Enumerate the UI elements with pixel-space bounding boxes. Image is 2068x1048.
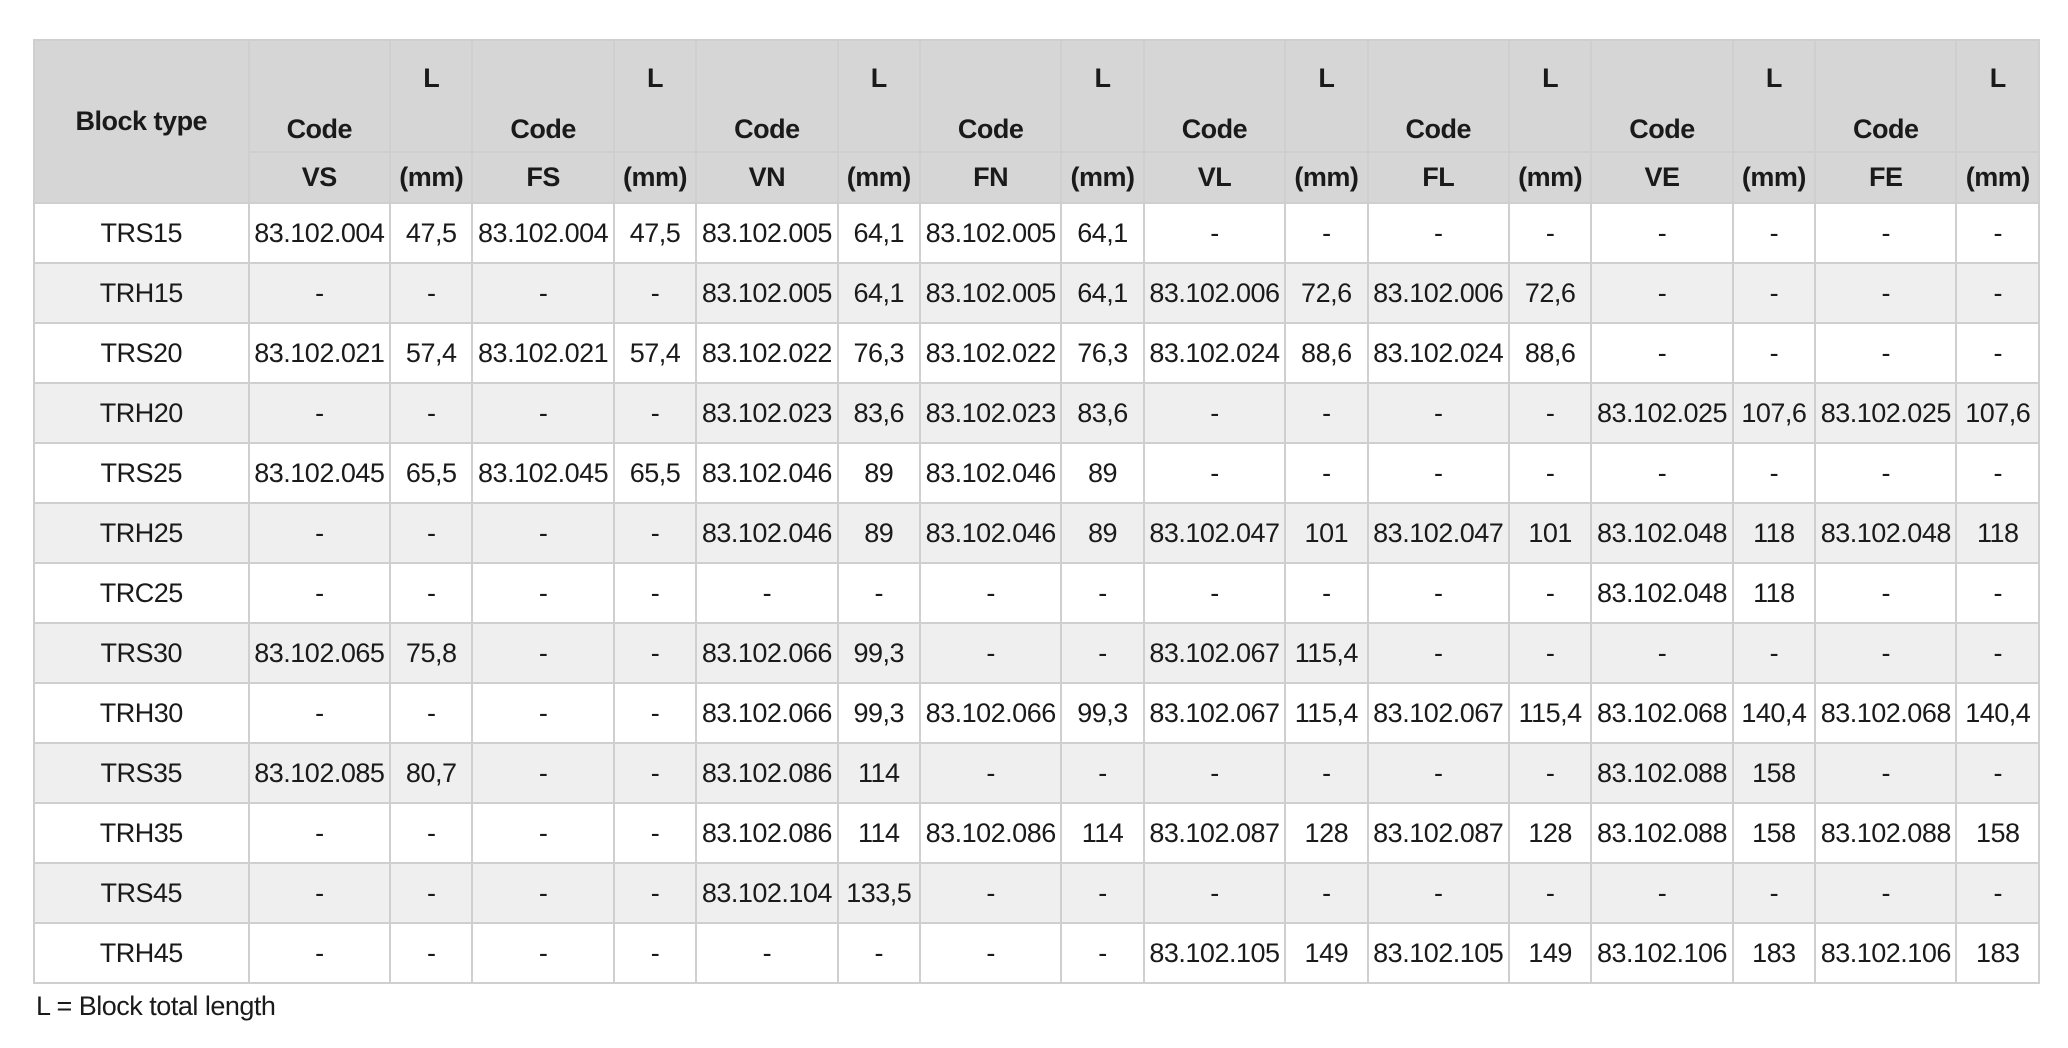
length-cell: - xyxy=(1509,383,1591,443)
code-header-vs: Code xyxy=(249,40,390,152)
code-header-vl: Code xyxy=(1144,40,1285,152)
code-cell: 83.102.048 xyxy=(1591,503,1732,563)
code-cell: - xyxy=(472,383,613,443)
length-header-fl: L xyxy=(1509,40,1591,152)
length-cell: 101 xyxy=(1509,503,1591,563)
code-cell: 83.102.067 xyxy=(1368,683,1509,743)
length-unit-header-fn: (mm) xyxy=(1061,152,1143,203)
code-cell: - xyxy=(1144,383,1285,443)
length-unit-header-fs: (mm) xyxy=(614,152,696,203)
code-cell: 83.102.004 xyxy=(249,203,390,263)
code-cell: 83.102.048 xyxy=(1591,563,1732,623)
length-cell: 88,6 xyxy=(1285,323,1367,383)
code-cell: - xyxy=(920,923,1061,983)
code-cell: - xyxy=(1815,863,1956,923)
length-cell: - xyxy=(1733,263,1815,323)
length-cell: - xyxy=(1733,323,1815,383)
code-cell: 83.102.066 xyxy=(920,683,1061,743)
code-cell: 83.102.006 xyxy=(1368,263,1509,323)
length-cell: 57,4 xyxy=(614,323,696,383)
code-cell: 83.102.025 xyxy=(1815,383,1956,443)
length-cell: 114 xyxy=(1061,803,1143,863)
code-cell: - xyxy=(249,503,390,563)
table-header xyxy=(34,40,2039,203)
code-cell: - xyxy=(1591,263,1732,323)
length-cell: - xyxy=(614,503,696,563)
code-cell: 83.102.024 xyxy=(1144,323,1285,383)
length-cell: - xyxy=(1956,443,2039,503)
length-cell: - xyxy=(1509,443,1591,503)
table-row xyxy=(34,443,2039,503)
code-cell: 83.102.021 xyxy=(249,323,390,383)
code-cell: 83.102.045 xyxy=(249,443,390,503)
block-type-cell: TRS35 xyxy=(34,743,249,803)
code-cell: - xyxy=(1144,203,1285,263)
length-cell: 118 xyxy=(1956,503,2039,563)
length-cell: - xyxy=(1956,623,2039,683)
code-cell: 83.102.024 xyxy=(1368,323,1509,383)
length-cell: - xyxy=(1509,623,1591,683)
length-cell: 64,1 xyxy=(838,203,920,263)
code-cell: 83.102.104 xyxy=(696,863,837,923)
code-subheader-fe: FE xyxy=(1815,152,1956,203)
code-cell: - xyxy=(1815,623,1956,683)
code-cell: 83.102.005 xyxy=(696,263,837,323)
code-cell: - xyxy=(1368,203,1509,263)
length-cell: - xyxy=(1956,743,2039,803)
length-cell: - xyxy=(1733,863,1815,923)
code-cell: - xyxy=(1591,863,1732,923)
length-header-vl: L xyxy=(1285,40,1367,152)
length-cell: - xyxy=(614,923,696,983)
code-header-fl: Code xyxy=(1368,40,1509,152)
length-cell: - xyxy=(614,563,696,623)
length-cell: - xyxy=(1956,863,2039,923)
length-cell: 99,3 xyxy=(838,683,920,743)
code-subheader-fs: FS xyxy=(472,152,613,203)
code-cell: 83.102.023 xyxy=(920,383,1061,443)
length-cell: - xyxy=(1956,263,2039,323)
length-cell: - xyxy=(838,923,920,983)
code-header-ve: Code xyxy=(1591,40,1732,152)
length-cell: - xyxy=(1285,863,1367,923)
table-row xyxy=(34,383,2039,443)
length-cell: - xyxy=(1285,383,1367,443)
table-row xyxy=(34,323,2039,383)
length-cell: 149 xyxy=(1509,923,1591,983)
length-cell: 158 xyxy=(1956,803,2039,863)
block-length-table xyxy=(33,39,2040,984)
footnote: L = Block total length xyxy=(36,991,276,1021)
block-type-cell: TRS45 xyxy=(34,863,249,923)
length-unit-header-vs: (mm) xyxy=(390,152,472,203)
length-cell: 89 xyxy=(838,443,920,503)
table-row xyxy=(34,683,2039,743)
length-header-ve: L xyxy=(1733,40,1815,152)
length-cell: - xyxy=(1956,563,2039,623)
code-cell: 83.102.025 xyxy=(1591,383,1732,443)
code-subheader-vs: VS xyxy=(249,152,390,203)
length-cell: - xyxy=(390,803,472,863)
block-length-table-container xyxy=(33,39,2040,984)
length-cell: - xyxy=(1061,563,1143,623)
code-cell: - xyxy=(920,563,1061,623)
code-cell: - xyxy=(249,383,390,443)
length-cell: 75,8 xyxy=(390,623,472,683)
length-cell: 183 xyxy=(1733,923,1815,983)
length-cell: - xyxy=(1509,743,1591,803)
code-cell: - xyxy=(1144,863,1285,923)
length-cell: 64,1 xyxy=(1061,203,1143,263)
length-cell: - xyxy=(1733,623,1815,683)
length-cell: - xyxy=(1956,203,2039,263)
code-cell: 83.102.067 xyxy=(1144,683,1285,743)
length-cell: 115,4 xyxy=(1509,683,1591,743)
length-cell: - xyxy=(1285,203,1367,263)
length-cell: 99,3 xyxy=(1061,683,1143,743)
length-header-vn: L xyxy=(838,40,920,152)
length-cell: - xyxy=(1733,443,1815,503)
code-cell: 83.102.086 xyxy=(696,803,837,863)
code-cell: - xyxy=(1815,743,1956,803)
code-cell: - xyxy=(472,563,613,623)
length-cell: - xyxy=(1061,623,1143,683)
length-cell: - xyxy=(1285,443,1367,503)
length-cell: - xyxy=(390,563,472,623)
code-cell: - xyxy=(472,503,613,563)
table-row xyxy=(34,503,2039,563)
length-unit-header-fe: (mm) xyxy=(1956,152,2039,203)
code-cell: 83.102.006 xyxy=(1144,263,1285,323)
code-subheader-ve: VE xyxy=(1591,152,1732,203)
code-cell: - xyxy=(249,263,390,323)
code-cell: 83.102.046 xyxy=(696,443,837,503)
length-cell: - xyxy=(390,503,472,563)
code-cell: - xyxy=(920,863,1061,923)
table-row xyxy=(34,863,2039,923)
block-type-cell: TRH45 xyxy=(34,923,249,983)
block-type-cell: TRC25 xyxy=(34,563,249,623)
block-type-cell: TRH30 xyxy=(34,683,249,743)
length-cell: - xyxy=(390,383,472,443)
block-type-cell: TRH25 xyxy=(34,503,249,563)
length-cell: 128 xyxy=(1509,803,1591,863)
code-cell: 83.102.065 xyxy=(249,623,390,683)
length-cell: 107,6 xyxy=(1956,383,2039,443)
code-header-fn: Code xyxy=(920,40,1061,152)
length-cell: 115,4 xyxy=(1285,683,1367,743)
code-cell: - xyxy=(696,563,837,623)
code-cell: - xyxy=(472,923,613,983)
code-cell: 83.102.088 xyxy=(1591,803,1732,863)
code-cell: - xyxy=(472,803,613,863)
block-type-cell: TRH35 xyxy=(34,803,249,863)
length-cell: 115,4 xyxy=(1285,623,1367,683)
code-subheader-fl: FL xyxy=(1368,152,1509,203)
length-cell: 183 xyxy=(1956,923,2039,983)
table-row xyxy=(34,263,2039,323)
code-cell: - xyxy=(1815,443,1956,503)
code-cell: 83.102.088 xyxy=(1815,803,1956,863)
code-cell: 83.102.086 xyxy=(696,743,837,803)
length-cell: 72,6 xyxy=(1509,263,1591,323)
code-cell: 83.102.067 xyxy=(1144,623,1285,683)
code-cell: - xyxy=(1591,623,1732,683)
code-cell: 83.102.105 xyxy=(1144,923,1285,983)
code-cell: 83.102.004 xyxy=(472,203,613,263)
code-cell: 83.102.088 xyxy=(1591,743,1732,803)
code-cell: - xyxy=(249,803,390,863)
code-cell: 83.102.048 xyxy=(1815,503,1956,563)
length-cell: 64,1 xyxy=(838,263,920,323)
code-cell: 83.102.086 xyxy=(920,803,1061,863)
code-cell: 83.102.045 xyxy=(472,443,613,503)
code-cell: 83.102.066 xyxy=(696,683,837,743)
length-cell: 158 xyxy=(1733,743,1815,803)
code-cell: - xyxy=(249,923,390,983)
code-cell: - xyxy=(1815,563,1956,623)
length-cell: - xyxy=(1509,863,1591,923)
table-row xyxy=(34,923,2039,983)
code-cell: - xyxy=(920,623,1061,683)
length-cell: 83,6 xyxy=(838,383,920,443)
length-cell: - xyxy=(1061,743,1143,803)
code-cell: - xyxy=(472,683,613,743)
code-cell: 83.102.022 xyxy=(920,323,1061,383)
code-cell: - xyxy=(1815,203,1956,263)
code-cell: 83.102.087 xyxy=(1368,803,1509,863)
table-body xyxy=(34,203,2039,983)
length-cell: 128 xyxy=(1285,803,1367,863)
length-cell: - xyxy=(390,863,472,923)
code-header-fs: Code xyxy=(472,40,613,152)
length-cell: - xyxy=(614,683,696,743)
block-type-cell: TRS25 xyxy=(34,443,249,503)
code-cell: - xyxy=(696,923,837,983)
code-subheader-fn: FN xyxy=(920,152,1061,203)
length-cell: 114 xyxy=(838,803,920,863)
length-cell: - xyxy=(614,623,696,683)
code-cell: - xyxy=(1815,323,1956,383)
length-cell: - xyxy=(614,383,696,443)
length-cell: 158 xyxy=(1733,803,1815,863)
code-cell: 83.102.021 xyxy=(472,323,613,383)
length-cell: 80,7 xyxy=(390,743,472,803)
code-cell: - xyxy=(1144,743,1285,803)
code-cell: 83.102.106 xyxy=(1591,923,1732,983)
length-cell: 47,5 xyxy=(614,203,696,263)
length-cell: 118 xyxy=(1733,563,1815,623)
code-cell: - xyxy=(1368,563,1509,623)
length-cell: 107,6 xyxy=(1733,383,1815,443)
length-cell: 72,6 xyxy=(1285,263,1367,323)
length-cell: - xyxy=(1733,203,1815,263)
code-header-vn: Code xyxy=(696,40,837,152)
block-type-cell: TRH20 xyxy=(34,383,249,443)
block-type-cell: TRH15 xyxy=(34,263,249,323)
code-cell: 83.102.046 xyxy=(696,503,837,563)
code-cell: - xyxy=(472,743,613,803)
table-row xyxy=(34,743,2039,803)
length-cell: 88,6 xyxy=(1509,323,1591,383)
length-header-fe: L xyxy=(1956,40,2039,152)
length-unit-header-vn: (mm) xyxy=(838,152,920,203)
length-cell: - xyxy=(390,683,472,743)
code-cell: - xyxy=(472,263,613,323)
block-type-header: Block type xyxy=(34,40,249,203)
length-cell: - xyxy=(1509,203,1591,263)
code-cell: - xyxy=(1144,443,1285,503)
length-cell: 89 xyxy=(1061,503,1143,563)
code-cell: - xyxy=(1591,443,1732,503)
length-unit-header-vl: (mm) xyxy=(1285,152,1367,203)
code-cell: - xyxy=(1144,563,1285,623)
code-cell: - xyxy=(1368,383,1509,443)
length-cell: - xyxy=(1956,323,2039,383)
length-cell: - xyxy=(614,863,696,923)
length-cell: - xyxy=(614,743,696,803)
length-cell: 140,4 xyxy=(1956,683,2039,743)
code-cell: - xyxy=(1815,263,1956,323)
code-cell: 83.102.023 xyxy=(696,383,837,443)
length-cell: 99,3 xyxy=(838,623,920,683)
length-header-fs: L xyxy=(614,40,696,152)
length-cell: - xyxy=(1285,563,1367,623)
code-cell: 83.102.047 xyxy=(1144,503,1285,563)
length-cell: 65,5 xyxy=(390,443,472,503)
code-cell: - xyxy=(249,683,390,743)
length-cell: 64,1 xyxy=(1061,263,1143,323)
length-cell: - xyxy=(614,263,696,323)
code-cell: 83.102.046 xyxy=(920,503,1061,563)
code-cell: - xyxy=(1591,203,1732,263)
length-cell: - xyxy=(390,923,472,983)
length-cell: 114 xyxy=(838,743,920,803)
code-cell: - xyxy=(920,743,1061,803)
table-row xyxy=(34,563,2039,623)
code-cell: - xyxy=(472,863,613,923)
code-cell: - xyxy=(249,563,390,623)
length-header-vs: L xyxy=(390,40,472,152)
length-cell: - xyxy=(1061,923,1143,983)
code-cell: 83.102.087 xyxy=(1144,803,1285,863)
length-cell: - xyxy=(1509,563,1591,623)
length-cell: 57,4 xyxy=(390,323,472,383)
code-cell: 83.102.066 xyxy=(696,623,837,683)
length-cell: 89 xyxy=(1061,443,1143,503)
code-cell: 83.102.068 xyxy=(1591,683,1732,743)
length-cell: 140,4 xyxy=(1733,683,1815,743)
length-cell: - xyxy=(838,563,920,623)
code-cell: - xyxy=(249,863,390,923)
length-cell: 149 xyxy=(1285,923,1367,983)
code-header-fe: Code xyxy=(1815,40,1956,152)
code-cell: 83.102.005 xyxy=(696,203,837,263)
length-cell: 133,5 xyxy=(838,863,920,923)
length-cell: 76,3 xyxy=(838,323,920,383)
code-cell: 83.102.085 xyxy=(249,743,390,803)
length-cell: - xyxy=(1061,863,1143,923)
table-row xyxy=(34,203,2039,263)
block-type-cell: TRS15 xyxy=(34,203,249,263)
code-cell: 83.102.105 xyxy=(1368,923,1509,983)
code-cell: 83.102.005 xyxy=(920,203,1061,263)
code-cell: - xyxy=(1591,323,1732,383)
block-type-cell: TRS20 xyxy=(34,323,249,383)
code-cell: - xyxy=(1368,743,1509,803)
length-cell: - xyxy=(390,263,472,323)
table-row xyxy=(34,623,2039,683)
block-type-cell: TRS30 xyxy=(34,623,249,683)
code-cell: - xyxy=(1368,623,1509,683)
code-cell: - xyxy=(1368,863,1509,923)
code-cell: 83.102.106 xyxy=(1815,923,1956,983)
length-cell: 118 xyxy=(1733,503,1815,563)
code-cell: 83.102.068 xyxy=(1815,683,1956,743)
code-cell: 83.102.005 xyxy=(920,263,1061,323)
length-unit-header-fl: (mm) xyxy=(1509,152,1591,203)
length-cell: 76,3 xyxy=(1061,323,1143,383)
code-cell: 83.102.046 xyxy=(920,443,1061,503)
length-cell: 101 xyxy=(1285,503,1367,563)
code-cell: 83.102.022 xyxy=(696,323,837,383)
length-cell: - xyxy=(614,803,696,863)
length-cell: - xyxy=(1285,743,1367,803)
code-cell: - xyxy=(1368,443,1509,503)
code-cell: 83.102.047 xyxy=(1368,503,1509,563)
code-cell: - xyxy=(472,623,613,683)
length-header-fn: L xyxy=(1061,40,1143,152)
table-row xyxy=(34,803,2039,863)
length-unit-header-ve: (mm) xyxy=(1733,152,1815,203)
length-cell: 89 xyxy=(838,503,920,563)
length-cell: 47,5 xyxy=(390,203,472,263)
code-subheader-vl: VL xyxy=(1144,152,1285,203)
code-subheader-vn: VN xyxy=(696,152,837,203)
length-cell: 83,6 xyxy=(1061,383,1143,443)
length-cell: 65,5 xyxy=(614,443,696,503)
